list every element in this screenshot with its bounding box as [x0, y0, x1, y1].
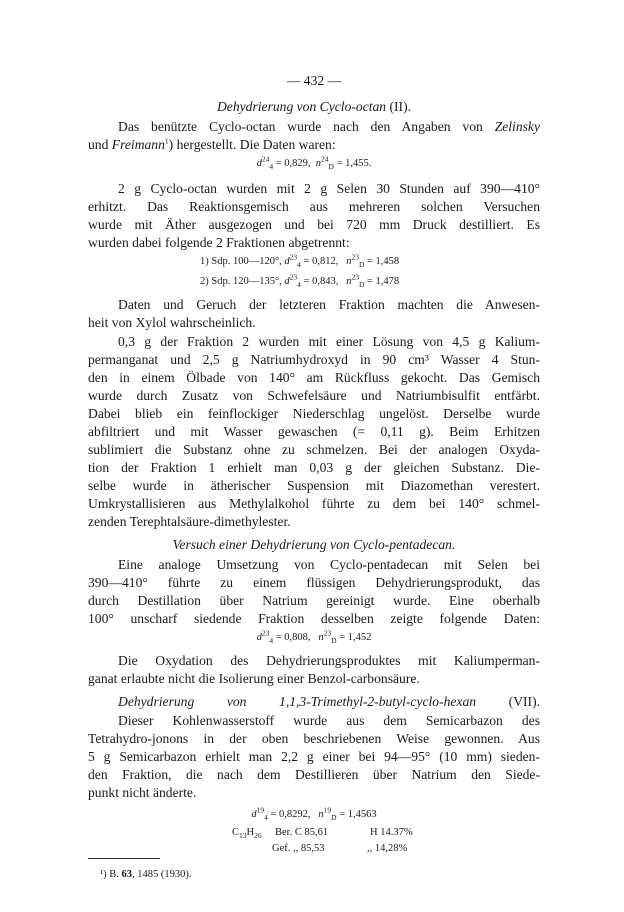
paragraph-line: 2 g Cyclo-octan wurden mit 2 g Selen 30 Stunden auf 390—410°	[118, 181, 540, 196]
value: = 0,843,	[300, 276, 341, 287]
sup: 23	[261, 628, 270, 638]
calc-ber: Ber. C 85,61	[275, 827, 329, 838]
paragraph-line: tion der Fraktion 1 erhielt man 0,03 g der gleichen Substanz. Die-	[88, 460, 540, 475]
data-line-3: $d^{19}_4 = 0,8292$, $n^{19}_D = 1,4563$	[251, 805, 377, 823]
sup: 23	[351, 272, 359, 282]
paragraph-line	[88, 136, 336, 154]
formula	[232, 824, 262, 842]
text: ) hergestellt. Die Daten waren:	[168, 137, 336, 152]
data-line-1: $d^{24}_4 = 0,829$, $n^{24}_D = 1,455$.	[256, 154, 372, 172]
footnote-ref: 1	[164, 136, 169, 146]
sub: 4	[264, 813, 268, 823]
sub: 4	[297, 260, 301, 270]
element-h: H	[246, 827, 255, 838]
value: = 1,455.	[333, 158, 372, 169]
heading-suffix: (II).	[386, 99, 412, 114]
paragraph-line: wurde mit Äther ausgezogen und bei 720 mm Druck destilliert. Es	[88, 217, 540, 232]
sub: 4	[297, 280, 301, 290]
sup: 19	[256, 805, 265, 815]
sub: D	[358, 280, 365, 290]
value: = 0,829,	[273, 158, 311, 169]
calc-gef: Gef. ,, 85,53	[272, 843, 325, 854]
paragraph-line: selbe wurde in ätherischer Suspension mit Diazomethan verestert.	[88, 478, 540, 493]
paragraph-line: 390—410° führte zu einem flüssigen Dehydrierungsprodukt, das	[88, 575, 540, 590]
sup: 23	[289, 252, 298, 262]
paragraph-line: Dieser Kohlenwasserstoff wurde aus dem Semicarbazon des	[118, 713, 540, 728]
paragraph-line: zenden Terephtalsäure-dimethylester.	[88, 514, 291, 529]
data-line-2: $d^{23}_4 = 0,808$, $n^{23}_D = 1,452$	[256, 628, 372, 646]
author-name: Zelinsky	[494, 119, 540, 134]
paragraph-line: Daten und Geruch der letzteren Fraktion machten die Anwesen-	[118, 297, 540, 312]
paragraph-line: 100° unscharf siedende Fraktion desselben zeigte folgende Daten:	[88, 611, 540, 626]
sub: D	[358, 260, 365, 270]
paragraph-line: 0,3 g der Fraktion 2 wurden mit einer Lösung von 4,5 g Kalium-	[118, 334, 540, 349]
section-heading-cyclo-pentadecan: Versuch einer Dehydrierung von Cyclo-pentadecan.	[172, 537, 456, 552]
sup: 23	[289, 272, 298, 282]
paragraph-line: Umkrystallisieren aus Methylalkohol führte zu dem bei 140° schmel-	[88, 496, 540, 511]
paragraph-line: ganat erlaubte nicht die Isolierung einer Benzol-carbonsäure.	[88, 671, 420, 686]
paragraph-line: Dabei blieb ein feinflockiger Niederschlag ungelöst. Derselbe wurde	[88, 406, 540, 421]
paragraph-line: den Fraktion, die nach dem Destillieren über Natrium den Siede-	[88, 767, 540, 782]
page-number: — 432 —	[286, 73, 342, 88]
paragraph-line: Tetrahydro-jonons in der oben beschriebenen Weise gewonnen. Aus	[88, 731, 540, 746]
sub: D	[331, 813, 337, 823]
sub: 4	[269, 636, 274, 646]
sub: D	[331, 636, 337, 646]
citation-rest: , 1485 (1930).	[132, 869, 192, 880]
journal: B.	[109, 869, 122, 880]
paragraph-line	[118, 118, 540, 136]
paragraph-line: wurde durch Zusatz von Schwefelsäure und Natriumbisulfit entfärbt.	[88, 388, 540, 403]
paragraph-line: heit von Xylol wahrscheinlich.	[88, 315, 256, 330]
paragraph-line: erhitzt. Das Reaktionsgemisch aus mehreren solchen Versuchen	[88, 199, 540, 214]
paragraph-line: wurden dabei folgende 2 Fraktionen abgetrennt:	[88, 235, 350, 250]
sup: 24	[261, 154, 270, 164]
element-c: C	[232, 827, 240, 838]
sub: D	[328, 162, 334, 172]
sup: 23	[323, 628, 332, 638]
author-name: Freimann	[111, 137, 165, 152]
value: = 1,452	[336, 632, 372, 643]
paragraph-line: durch Destillation über Natrium gereinigt wurde. Eine oberhalb	[88, 593, 540, 608]
text: 2) Sdp. 120—135°,	[200, 276, 285, 287]
value: = 0,8292,	[267, 809, 314, 820]
heading-label: Dehydrierung von Cyclo-octan	[216, 99, 387, 114]
sub: 26	[254, 831, 262, 841]
calc-ber-h: H 14.37%	[370, 827, 413, 838]
value: = 1,4563	[336, 809, 377, 820]
paragraph-line: sublimiert die Substanz ohne zu schmelzen. Bei der analogen Oxyda-	[88, 442, 540, 457]
value: = 0,812,	[300, 256, 341, 267]
value: = 1,478	[364, 276, 400, 287]
paragraph-line: 5 g Semicarbazon erhielt man 2,2 g einer bei 94—95° (10 mm) sieden-	[88, 749, 540, 764]
sub: 13	[239, 831, 247, 841]
paragraph-line: punkt nicht änderte.	[88, 785, 197, 800]
footnote	[100, 866, 192, 884]
footnote-marker: ¹)	[100, 869, 110, 880]
heading-label: Dehydrierung von 1,1,3-Trimethyl-2-butyl-cyclo-hexan	[118, 694, 477, 709]
paragraph-line: Eine analoge Umsetzung von Cyclo-pentadecan mit Selen bei	[118, 557, 540, 572]
sup: 24	[321, 154, 329, 164]
section-heading-trimethyl	[118, 693, 540, 711]
value: = 1,458	[364, 256, 400, 267]
sup: 19	[323, 805, 332, 815]
paragraph-line: den in einem Ölbade von 140° am Rückfluss gekocht. Das Gemisch	[88, 370, 540, 385]
calc-gef-h: ,, 14,28%	[367, 843, 408, 854]
sub: 4	[269, 162, 274, 172]
footnote-rule	[88, 858, 160, 859]
text: 1) Sdp. 100—120°,	[200, 256, 285, 267]
paragraph-line: permanganat und 2,5 g Natriumhydroxyd in 90 cm³ Wasser 4 Stun-	[88, 352, 540, 367]
heading-suffix: (VII).	[476, 694, 540, 709]
paragraph-line: abfiltriert und mit Wasser gewaschen (= 0,11 g). Beim Erhitzen	[88, 424, 540, 439]
sup: 23	[351, 252, 359, 262]
volume: 63	[121, 869, 133, 880]
section-heading-cyclo-octan	[88, 98, 540, 116]
text: Das benützte Cyclo-octan wurde nach den Angaben von	[118, 119, 495, 134]
fraction-1: 1) Sdp. 100—120°, $d^{23}_4 = 0,812$, $n^{23}_D = 1,458$	[200, 252, 400, 270]
paragraph-line: Die Oxydation des Dehydrierungsproduktes mit Kaliumperman-	[118, 653, 540, 668]
value: = 0,808,	[273, 632, 314, 643]
fraction-2: 2) Sdp. 120—135°, $d^{23}_4 = 0,843$, $n^{23}_D = 1,478$	[200, 272, 400, 290]
text: und	[88, 137, 112, 152]
